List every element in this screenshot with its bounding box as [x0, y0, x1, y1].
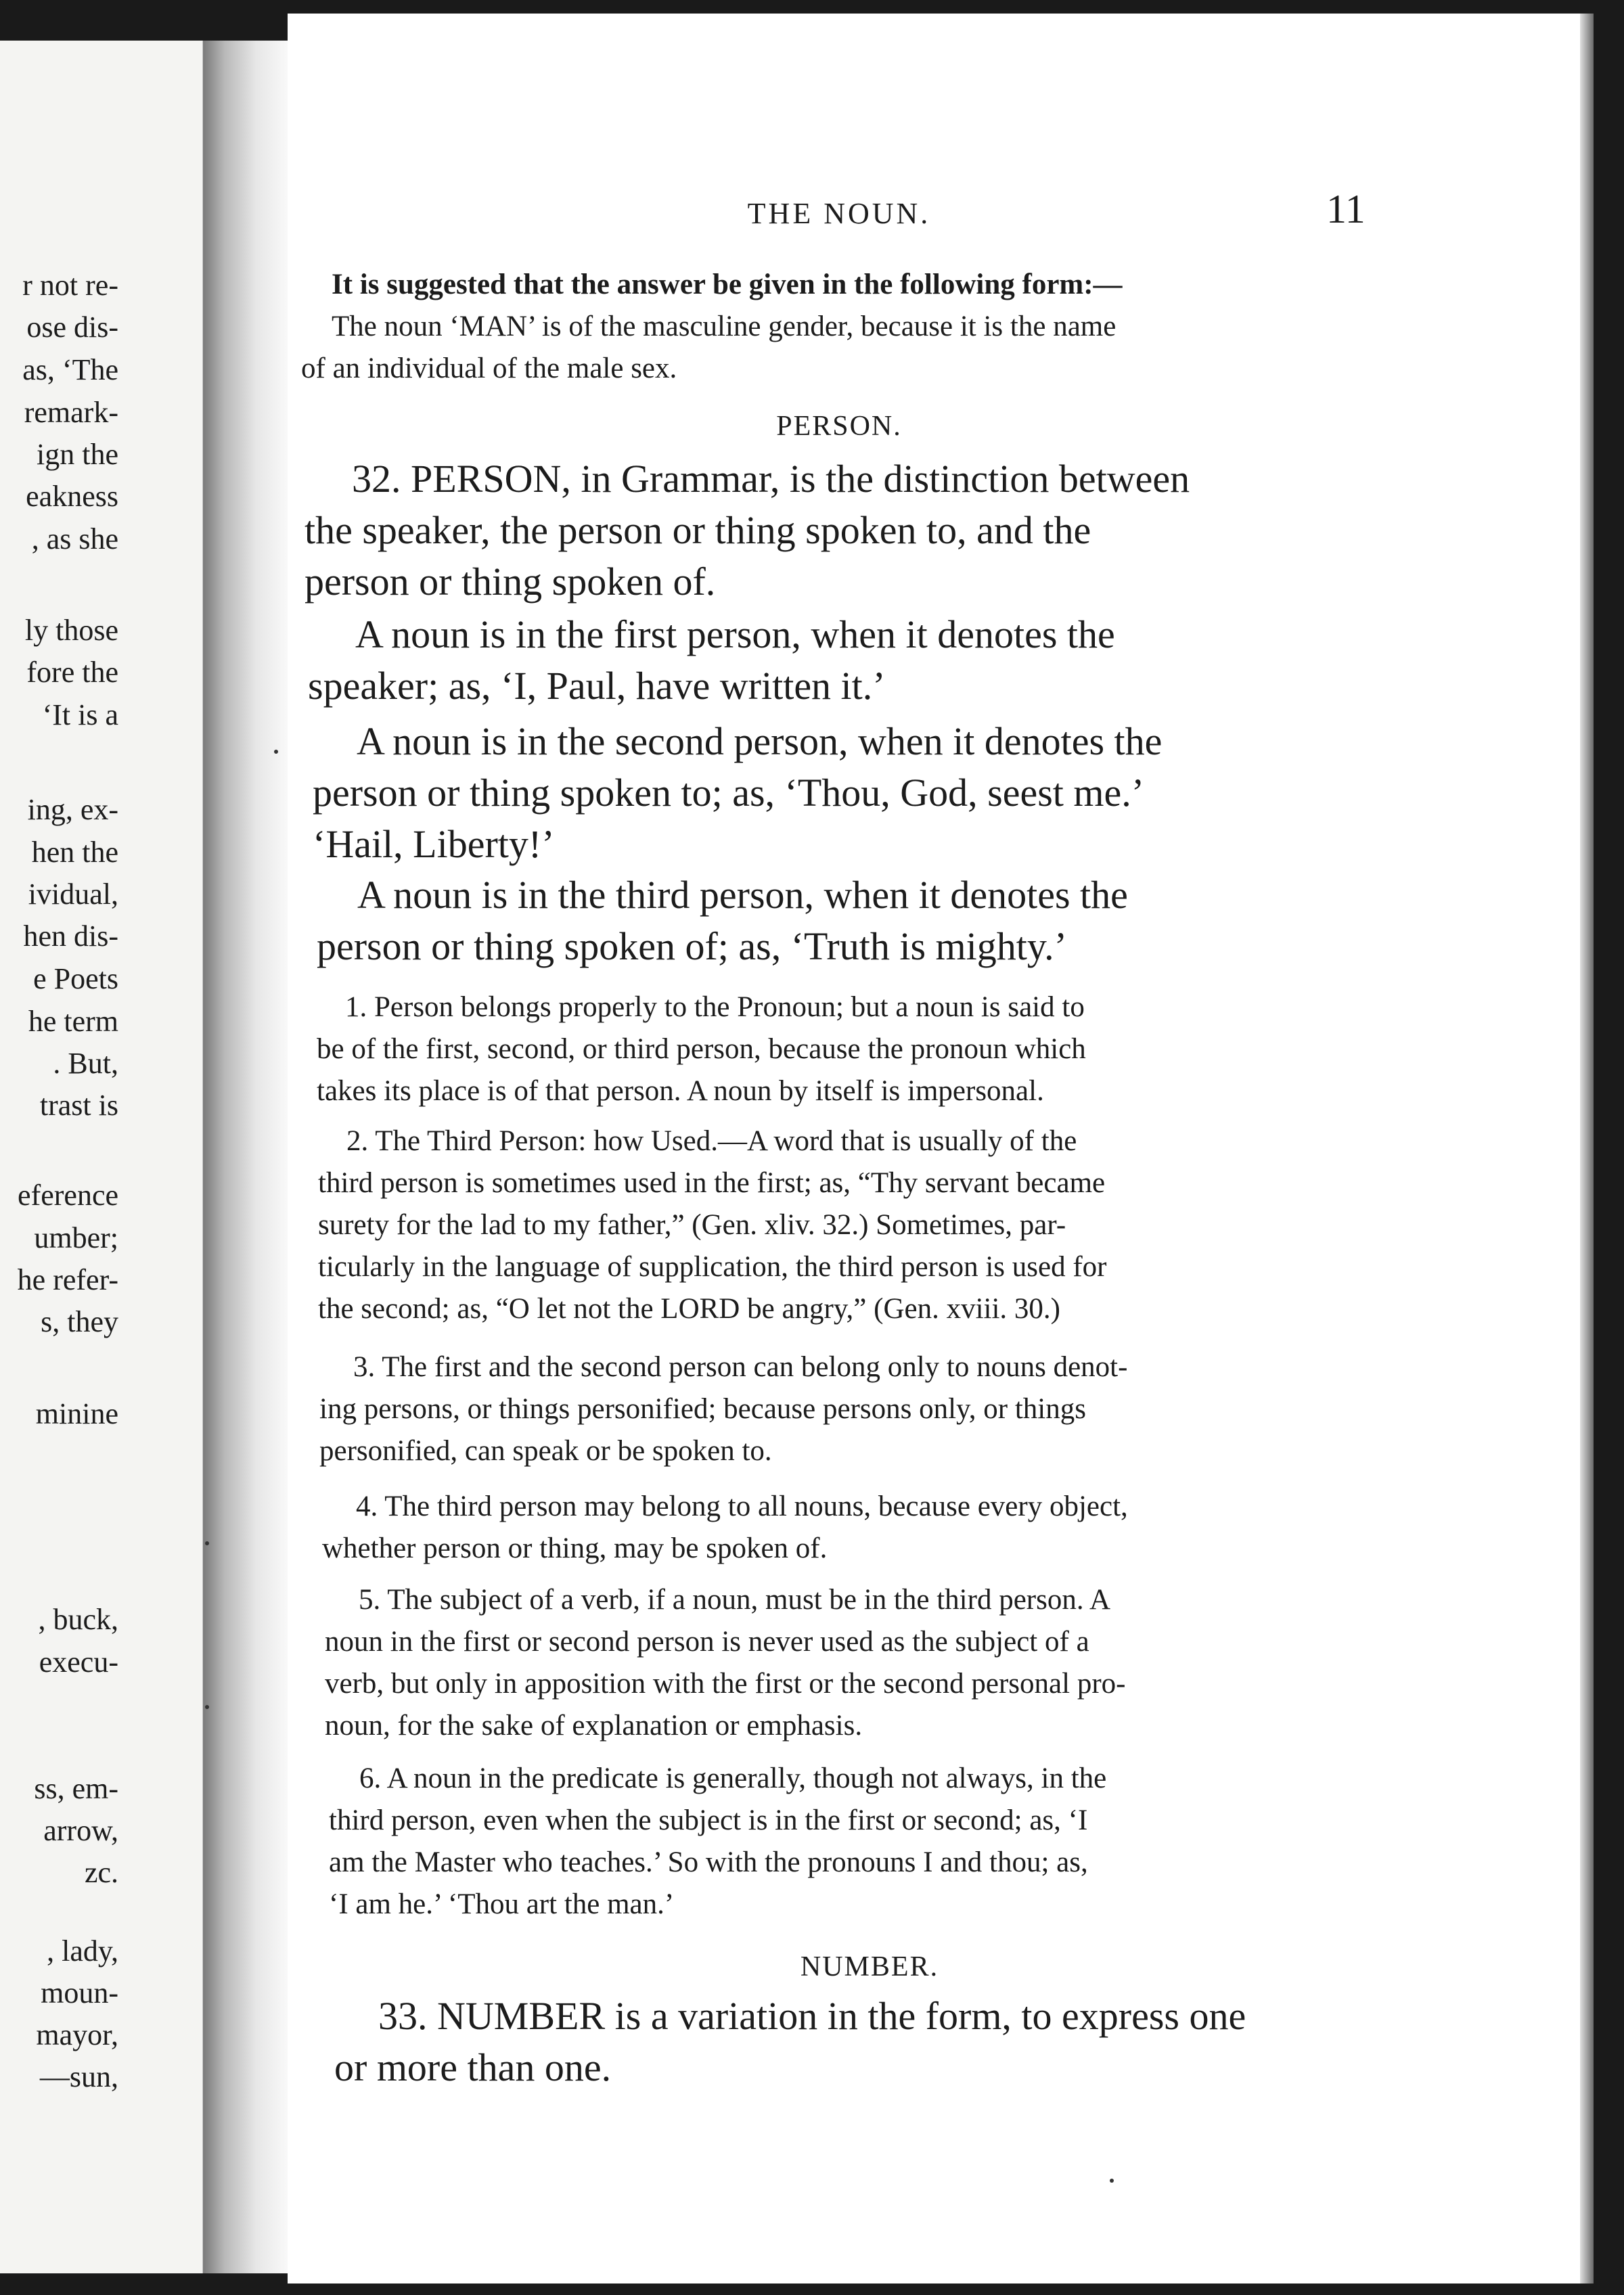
left-page-fragment: hen dis- [23, 919, 118, 953]
left-page-fragment: moun- [41, 1976, 118, 2009]
speck [205, 1541, 209, 1545]
section-heading-number: NUMBER. [800, 1951, 939, 1982]
paragraph-second-person [313, 716, 1162, 870]
left-page-fragment: ing, ex- [27, 793, 118, 826]
paragraph-33 [334, 1991, 1246, 2093]
left-page-fragment: , buck, [38, 1603, 118, 1636]
speck [1110, 2179, 1114, 2183]
paragraph-line: person or thing spoken of; as, ‘Truth is mighty.’ [317, 924, 1067, 968]
intro-line: of an individual of the male sex. [301, 353, 677, 384]
note-line: whether person or thing, may be spoken of. [322, 1532, 828, 1564]
note-5 [325, 1579, 1125, 1747]
left-page-fragment: execu- [39, 1645, 118, 1679]
speck [205, 1705, 209, 1709]
left-page-fragment: minine [35, 1397, 118, 1430]
left-page-fragment: ividual, [28, 878, 118, 911]
note-line: 3. The first and the second person can belong only to nouns denot- [353, 1351, 1128, 1383]
left-page [0, 41, 206, 2273]
paragraph-first-person [308, 609, 1115, 712]
paragraph-line: A noun is in the third person, when it denotes the [357, 873, 1128, 917]
note-line: ticularly in the language of supplication, the third person is used for [318, 1251, 1107, 1283]
note-line: verb, but only in apposition with the first or the second personal pro- [325, 1668, 1126, 1700]
note-4 [322, 1486, 1128, 1570]
paragraph-line: the speaker, the person or thing spoken to, and the [304, 508, 1091, 552]
left-page-fragment: eference [18, 1179, 118, 1212]
left-page-fragment: as, ‘The [22, 353, 118, 386]
note-line: third person is sometimes used in the first; as, “Thy servant became [318, 1167, 1106, 1199]
left-page-fragment: ly those [24, 614, 118, 647]
note-line: 5. The subject of a verb, if a noun, must be in the third person. A [359, 1584, 1111, 1616]
paragraph-line: person or thing spoken of. [304, 560, 716, 604]
note-line: 6. A noun in the predicate is generally, though not always, in the [359, 1763, 1107, 1794]
paragraph-line: person or thing spoken to; as, ‘Thou, God, seest me.’ [313, 771, 1145, 815]
paragraph-third-person [317, 869, 1128, 972]
left-page-fragment: —sun, [39, 2060, 118, 2093]
note-line: takes its place is of that person. A noun by itself is impersonal. [317, 1075, 1044, 1107]
paragraph-line: A noun is in the first person, when it denotes the [355, 612, 1115, 656]
intro-line: The noun ‘MAN’ is of the masculine gender, because it is the name [332, 311, 1116, 342]
page-number: 11 [1326, 187, 1366, 231]
note-6 [329, 1758, 1106, 1926]
note-line: am the Master who teaches.’ So with the pronouns I and thou; as, [329, 1846, 1088, 1878]
left-page-fragment: ose dis- [26, 311, 118, 344]
paragraph-line: speaker; as, ‘I, Paul, have written it.’ [308, 664, 886, 708]
note-line: the second; as, “O let not the LORD be angry,” (Gen. xviii. 30.) [318, 1293, 1061, 1325]
left-page-fragment: zc. [84, 1856, 118, 1889]
note-line: 1. Person belongs properly to the Pronoun; but a noun is said to [345, 991, 1085, 1023]
section-heading-person: PERSON. [776, 411, 902, 442]
left-page-fragment: he refer- [17, 1263, 118, 1296]
left-page-fragment: r not re- [22, 269, 118, 302]
note-3 [319, 1346, 1127, 1472]
left-page-fragment: hen the [31, 836, 118, 869]
left-page-fragment: arrow, [43, 1814, 118, 1847]
paragraph-32 [304, 453, 1190, 608]
left-page-fragment: he term [28, 1005, 118, 1038]
intro-line: It is suggested that the answer be given in the following form:— [332, 269, 1123, 300]
right-page-edge [1580, 14, 1594, 2283]
left-page-fragment: s, they [41, 1305, 118, 1338]
left-page-fragment: e Poets [33, 962, 118, 995]
paragraph-line: ‘Hail, Liberty!’ [313, 822, 555, 866]
left-page-fragment: , as she [31, 522, 118, 555]
note-line: surety for the lad to my father,” (Gen. xliv. 32.) Sometimes, par- [318, 1209, 1066, 1241]
speck [274, 750, 278, 754]
left-page-fragment: mayor, [36, 2018, 118, 2051]
note-line: ing persons, or things personified; because persons only, or things [319, 1393, 1086, 1425]
paragraph-line: 32. PERSON, in Grammar, is the distinction between [352, 457, 1190, 501]
note-2 [318, 1120, 1107, 1330]
note-line: be of the first, second, or third person, because the pronoun which [317, 1033, 1086, 1065]
left-page-fragment: ss, em- [34, 1772, 118, 1805]
paragraph-line: A noun is in the second person, when it denotes the [357, 719, 1163, 763]
left-page-fragment: fore the [26, 656, 118, 689]
left-page-fragment: , lady, [47, 1934, 118, 1968]
paragraph-line: or more than one. [334, 2045, 612, 2089]
note-line: ‘I am he.’ ‘Thou art the man.’ [329, 1888, 675, 1920]
note-line: 4. The third person may belong to all nouns, because every object, [356, 1491, 1128, 1522]
running-head: THE NOUN. [747, 197, 931, 230]
intro-block [301, 264, 1123, 390]
left-page-fragment: eakness [26, 480, 118, 513]
paragraph-line: 33. NUMBER is a variation in the form, to express one [378, 1994, 1246, 2038]
left-page-fragment: remark- [24, 396, 118, 429]
book-gutter [203, 41, 291, 2273]
left-page-fragment: . But, [53, 1047, 118, 1080]
note-line: personified, can speak or be spoken to. [319, 1435, 772, 1467]
note-line: third person, even when the subject is in the first or second; as, ‘I [329, 1804, 1088, 1836]
left-page-fragment: ‘It is a [42, 698, 118, 731]
note-1 [317, 986, 1086, 1112]
left-page-fragment: trast is [39, 1089, 118, 1122]
note-line: noun in the first or second person is never used as the subject of a [325, 1626, 1089, 1658]
left-page-fragment: umber; [34, 1221, 118, 1254]
note-line: noun, for the sake of explanation or emphasis. [325, 1710, 863, 1742]
note-line: 2. The Third Person: how Used.—A word that is usually of the [346, 1125, 1077, 1157]
left-page-fragment: ign the [37, 438, 118, 471]
